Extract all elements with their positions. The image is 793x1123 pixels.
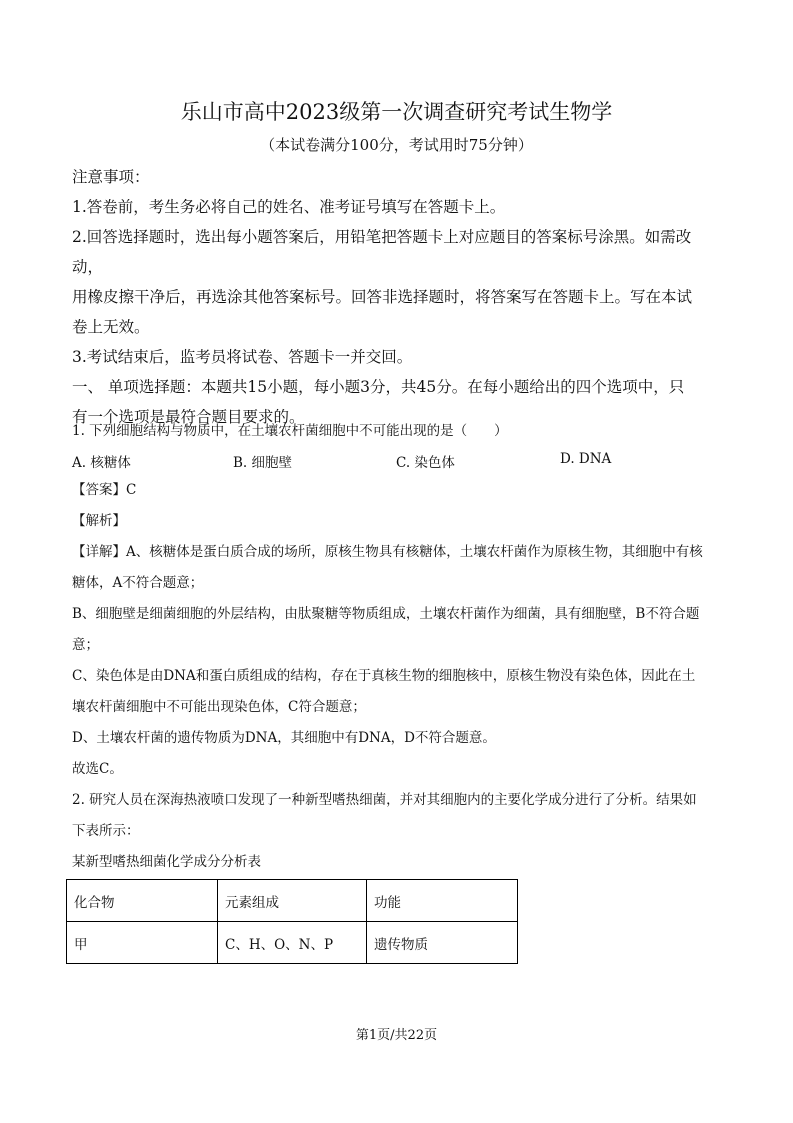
q1-detail-d: D、土壤农杆菌的遗传物质为DNA，其细胞中有DNA，D不符合题意。 [72, 730, 496, 746]
question-2-stem-line-2: 下表所示： [72, 823, 140, 839]
table-cell: C、H、O、N、P [218, 922, 367, 964]
q1-solution [72, 475, 722, 878]
q1-option-d: D. DNA [560, 451, 612, 467]
section-heading-line-1: 一、 单项选择题：本题共15小题，每小题3分，共45分。在每小题给出的四个选项中，只 [72, 378, 685, 396]
notice-heading: 注意事项： [72, 168, 150, 186]
table-caption: 某新型嗜热细菌化学成分分析表 [72, 854, 261, 870]
q1-detail-c-line-1: C、染色体是由DNA和蛋白质组成的结构，存在于真核生物的细胞核中，原核生物没有染色体，因此在土 [72, 668, 696, 684]
q1-detail-b-line-2: 意； [72, 637, 99, 653]
page-title: 乐山市高中2023级第一次调查研究考试生物学 [180, 100, 613, 124]
q1-detail-b-line-1: B、细胞壁是细菌细胞的外层结构，由肽聚糖等物质组成，土壤农杆菌作为细菌，具有细胞壁，B不符合题 [72, 606, 700, 622]
q1-detail-a-line-2: 糖体，A不符合题意； [72, 575, 204, 591]
question-1-stem: 1. 下列细胞结构与物质中，在土壤农杆菌细胞中不可能出现的是（ ） [72, 423, 508, 439]
page-footer: 第1页/共22页 [355, 1028, 438, 1043]
table-header-cell: 化合物 [67, 880, 218, 922]
q1-answer: 【答案】C [72, 482, 137, 498]
table-header-row [67, 880, 518, 922]
question-2-stem-line-1: 2. 研究人员在深海热液喷口发现了一种新型嗜热细菌，并对其细胞内的主要化学成分进行了分析。结果如 [72, 792, 697, 808]
notice-item-2-line-3: 卷上无效。 [72, 318, 150, 336]
q1-analysis-label: 【解析】 [72, 513, 126, 529]
q1-option-a: A. 核糖体 [72, 455, 131, 471]
q1-conclusion: 故选C。 [72, 761, 123, 777]
q1-detail-c-line-2: 壤农杆菌细胞中不可能出现染色体，C符合题意； [72, 699, 366, 715]
table-row [67, 922, 518, 964]
notice-item-2-line-2: 用橡皮擦干净后，再选涂其他答案标号。回答非选择题时，将答案写在答题卡上。写在本试 [72, 288, 693, 306]
q1-option-b: B. 细胞壁 [233, 455, 293, 471]
section-heading-line-2: 有一个选项是最符合题目要求的。 [72, 408, 305, 426]
notice-item-3: 3.考试结束后，监考员将试卷、答题卡一并交回。 [72, 348, 413, 366]
q1-detail-a-line-1: 【详解】A、核糖体是蛋白质合成的场所，原核生物具有核糖体，土壤农杆菌作为原核生物，其细胞中有核 [72, 544, 703, 560]
notice-item-1: 1.答卷前，考生务必将自己的姓名、准考证号填写在答题卡上。 [72, 198, 506, 216]
notice-item-2-line-1: 2.回答选择题时，选出每小题答案后，用铅笔把答题卡上对应题目的答案标号涂黑。如需改动， [72, 228, 692, 276]
table-cell: 甲 [67, 922, 218, 964]
q1-option-c: C. 染色体 [396, 455, 455, 471]
composition-table [66, 879, 518, 964]
notice-section [72, 162, 722, 432]
table-header-cell: 功能 [367, 880, 518, 922]
exam-info: （本试卷满分100分，考试用时75分钟） [260, 136, 533, 154]
table-header-cell: 元素组成 [218, 880, 367, 922]
table-cell: 遗传物质 [367, 922, 518, 964]
